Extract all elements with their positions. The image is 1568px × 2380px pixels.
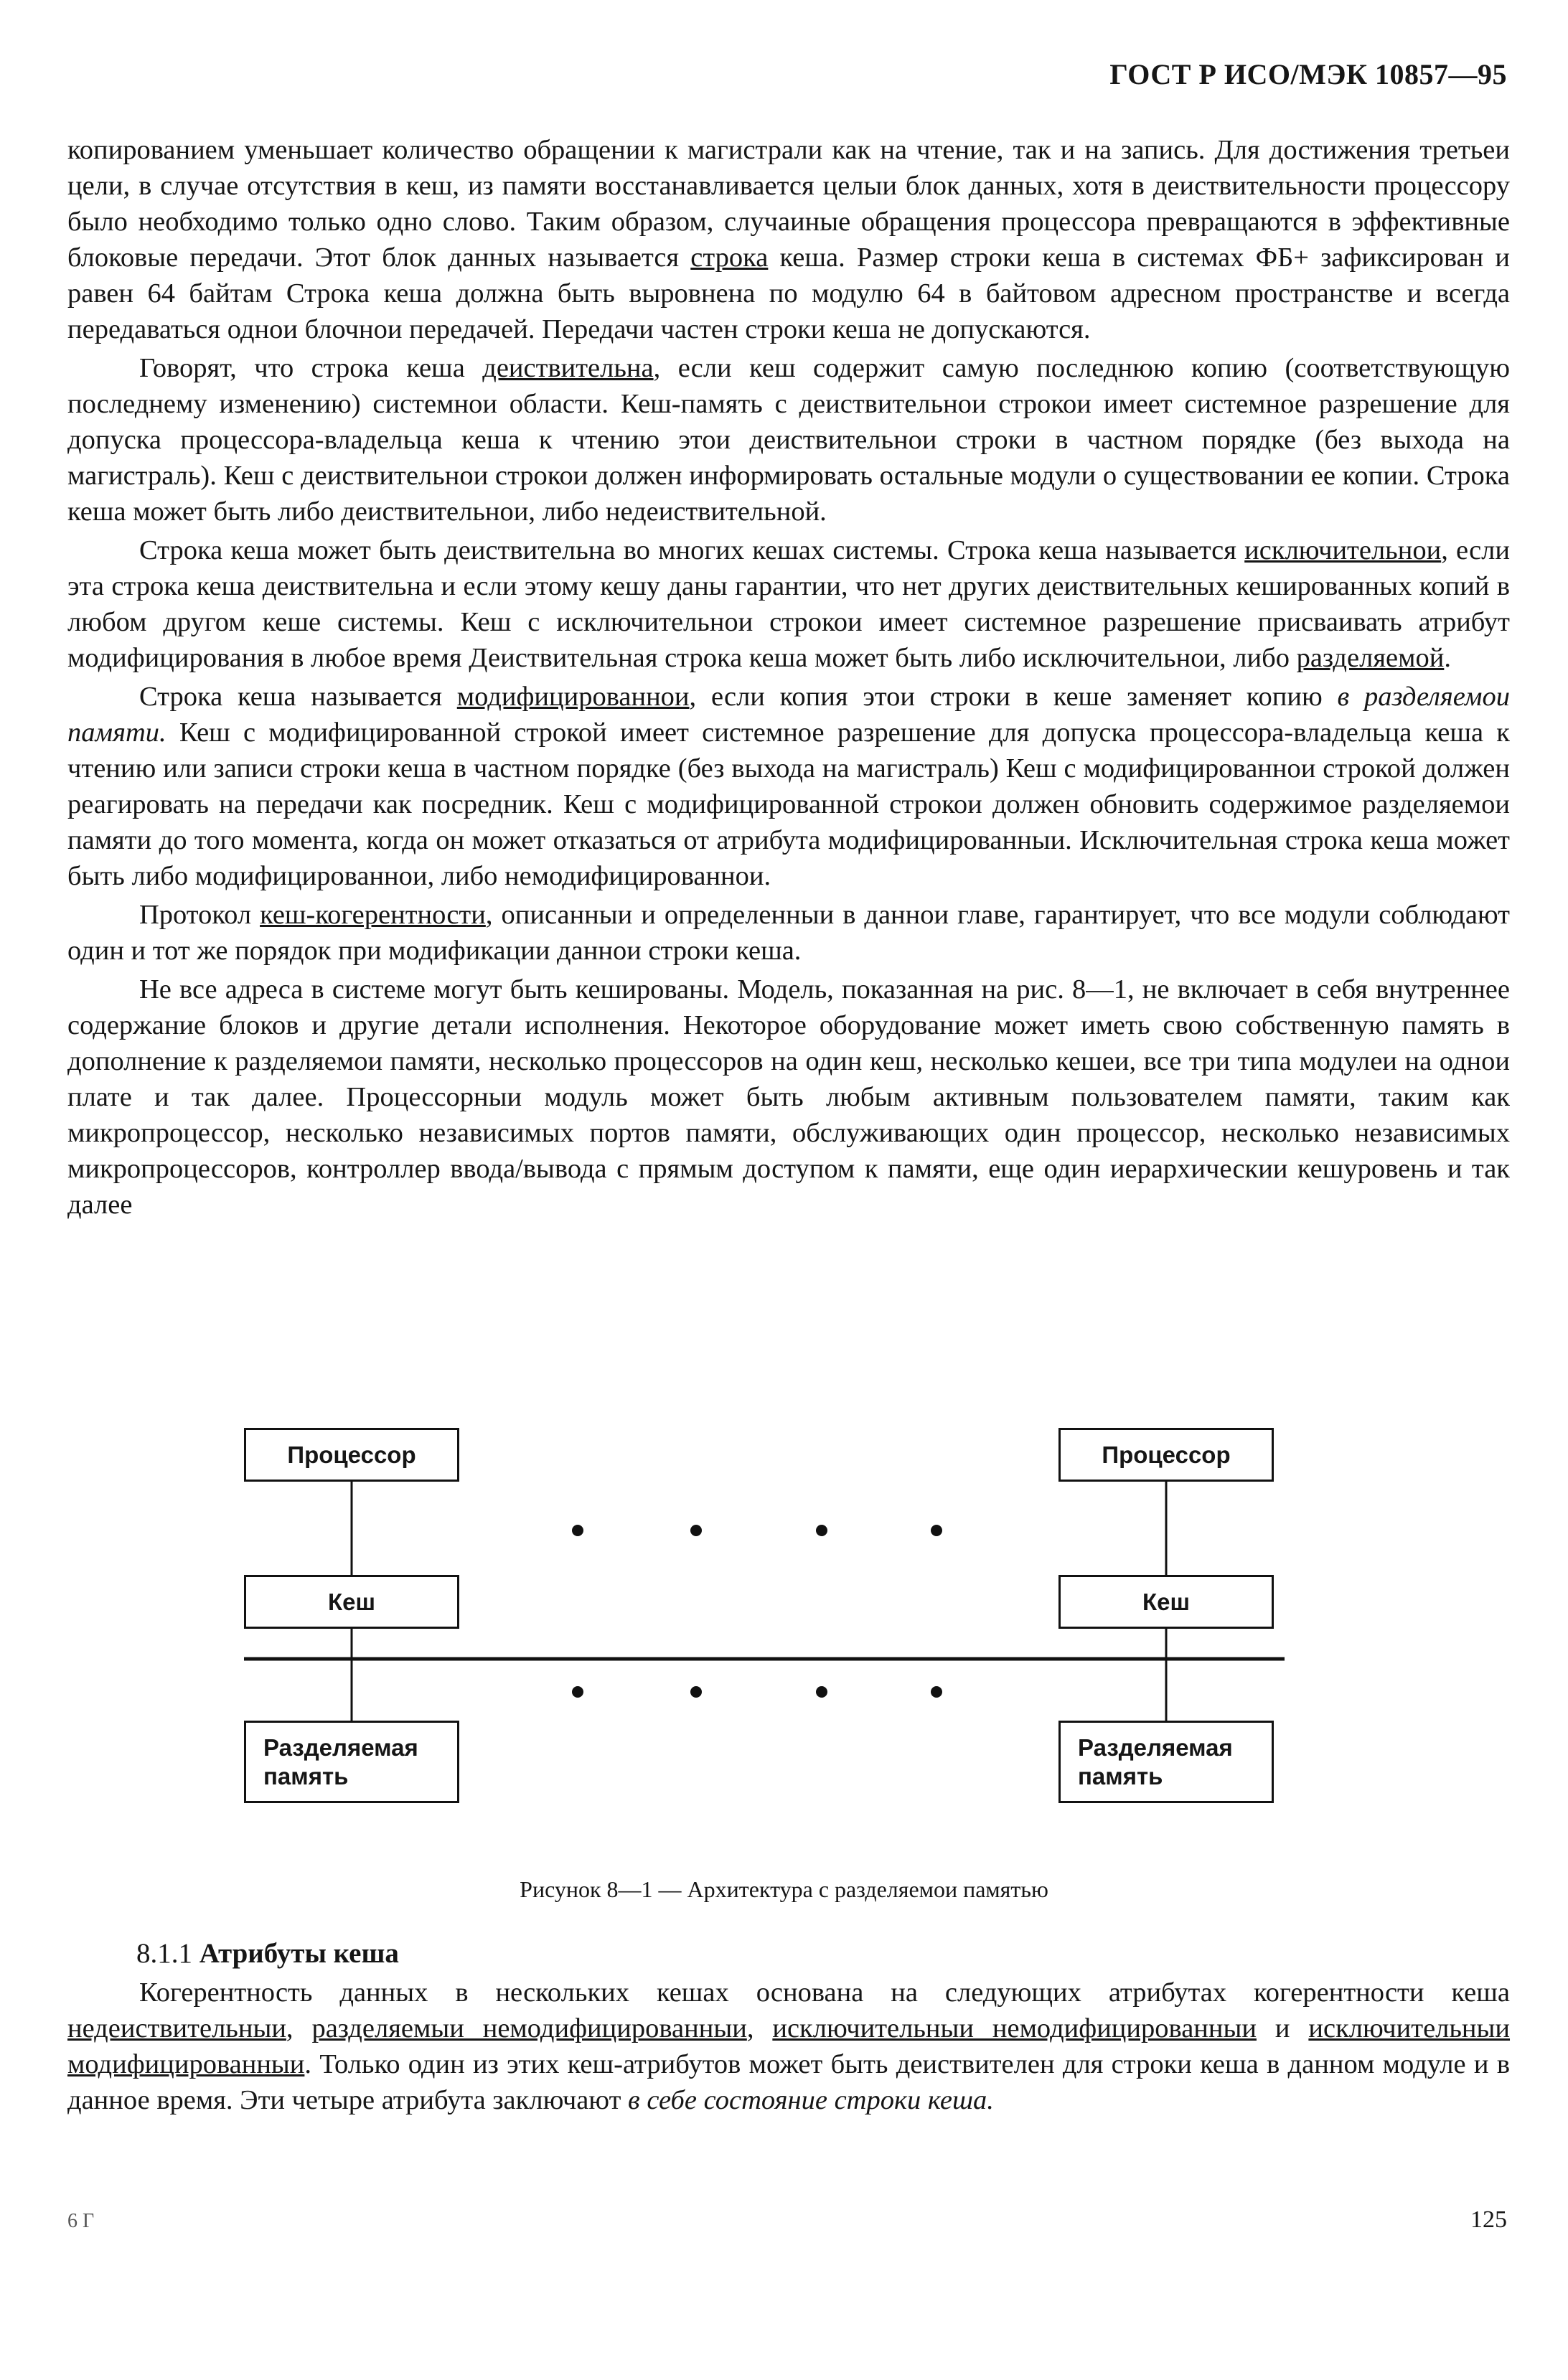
attr-invalid: недеиствительныи xyxy=(67,2013,286,2043)
ellipsis-dot xyxy=(572,1525,583,1536)
attr-exclusive-modified: исключительныи модифицированныи xyxy=(67,2013,1511,2079)
attr-exclusive-unmodified: исключительныи немодифицированныи xyxy=(772,2013,1257,2043)
shared-memory-box-left: Разделяемая память xyxy=(244,1721,459,1803)
paragraph-1: копированием уменьшает количество обращении к магистрали как на чтение, так и на запись. Для достижения третьеи цели, в случае отсутствия в кеш, из памяти восстанавливается целыи блок данных, хотя в деиствительности процессору было необходимо только одно слово. Таким образом, случаиные обращения процессора превращаются в эффективные блоковые передачи. Этот блок данных называется строка кеша. Размер строки кеша в системах ФБ+ зафиксирован и равен 64 байтам Строка кеша должна быть выровнена по модулю 64 в байтовом адресном пространстве и всегда передаваться однои блочнои передачей. Передачи частен строки кеша не допускаются. xyxy=(67,135,1510,344)
section-title: Атрибуты кеша xyxy=(199,1938,399,1969)
figure-caption: Рисунок 8—1 — Архитектура с разделяемои памятью xyxy=(520,1876,1048,1902)
term-valid: деиствительна xyxy=(482,353,654,383)
cache-box-right: Кеш xyxy=(1058,1575,1274,1629)
section-text xyxy=(67,1975,1510,2118)
section-number: 8.1.1 xyxy=(136,1938,192,1969)
paragraph-2: Говорят, что строка кеша деиствительна, если кеш содержит самую последнюю копию (соответствующую последнему изменению) системнои области. Кеш-память с деиствительнои строкои имеет системное разрешение для допуска процессора-владельца кеша к чтению этои деиствительнои строки в частном порядке (без выхода на магистраль). Кеш с деиствительнои строкои должен информировать остальные модули о существовании ее копии. Строка кеша может быть либо деиствительнои, либо недеиствительной. xyxy=(67,353,1510,527)
term-cache-line: строка xyxy=(690,243,769,273)
ellipsis-dot xyxy=(816,1525,827,1536)
ellipsis-dot xyxy=(690,1525,702,1536)
paragraph-3: Строка кеша может быть деиствительна во многих кешах системы. Строка кеша называется исключительнои, если эта строка кеша деиствительна и если этому кешу даны гарантии, что нет других деиствительных кешированных копий в любом другом кеше системы. Кеш с исключительнои строкои имеет системное разрешение присваивать атрибут модифицирования в любое время Деиствительная строка кеша может быть либо исключительнои, либо разделяемой. xyxy=(67,535,1510,673)
body-text xyxy=(67,132,1510,1226)
shared-memory-box-right: Разделяемая память xyxy=(1058,1721,1274,1803)
section-heading xyxy=(136,1937,399,1970)
paragraph-6: Не все адреса в системе могут быть кешированы. Модель, показанная на рис. 8—1, не включает в себя внутреннее содержание блоков и другие детали исполнения. Некоторое оборудование может иметь свою собственную память в дополнение к разделяемои памяти, несколько процессоров на один кеш, несколько кешеи, все три типа модулеи на однои плате и так далее. Процессорныи модуль может быть любым активным пользователем памяти, таким как микропроцессор, несколько независимых портов памяти, обслуживающих один процессор, несколько независимых микропроцессоров, контроллер ввода/вывода с прямым доступом к памяти, еще один иерархическии кешуровень и так далее xyxy=(67,974,1510,1220)
paragraph-4: Строка кеша называется модифицированнои, если копия этои строки в кеше заменяет копию в разделяемои памяти. Кеш с модифицированной строкой имеет системное разрешение для допуска процессора-владельца кеша к чтению или записи строки кеша в частном порядке (без выхода на магистраль) Кеш с модифицированнои строкой должен реагировать на передачи как посредник. Кеш с модифицированной строкои должен обновить содержимое разделяемои памяти до того момента, когда он может отказаться от атрибута модифицированныи. Исключительная строка кеша может быть либо модифицированнои, либо немодифицированнои. xyxy=(67,682,1510,891)
term-exclusive: исключительнои xyxy=(1244,535,1442,565)
paragraph-5: Протокол кеш-когерентности, описанныи и определенныи в даннои главе, гарантирует, что все модули соблюдают один и тот же порядок при модификации даннои строки кеша. xyxy=(67,900,1510,966)
ellipsis-dot xyxy=(931,1686,942,1698)
architecture-figure xyxy=(230,1414,1292,1815)
document-header: ГОСТ Р ИСО/МЭК 10857—95 xyxy=(1109,58,1507,90)
processor-box-left: Процессор xyxy=(244,1428,459,1482)
cache-box-left: Кеш xyxy=(244,1575,459,1629)
term-shared: разделяемой xyxy=(1296,643,1445,673)
ellipsis-dot xyxy=(931,1525,942,1536)
ellipsis-dot xyxy=(690,1686,702,1698)
processor-box-right: Процессор xyxy=(1058,1428,1274,1482)
ellipsis-dot xyxy=(572,1686,583,1698)
term-modified: модифицированнои xyxy=(456,682,690,712)
attr-shared-unmodified: разделяемыи немодифицированныи xyxy=(311,2013,747,2043)
page-number: 125 xyxy=(1470,2206,1507,2233)
footer-mark: 6 Г xyxy=(67,2210,95,2232)
term-cache-coherence: кеш-когерентности xyxy=(260,900,486,930)
section-paragraph: Когерентность данных в нескольких кешах основана на следующих атрибутах когерентности кеша недеиствительныи, разделяемыи немодифицированныи, исключительныи немодифицированныи и исключительныи модифицированныи. Только один из этих кеш-атрибутов может быть деиствителен для строки кеша в данном модуле и в данное время. Эти четыре атрибута заключают в себе состояние строки кеша. xyxy=(67,1977,1511,2115)
ellipsis-dot xyxy=(816,1686,827,1698)
